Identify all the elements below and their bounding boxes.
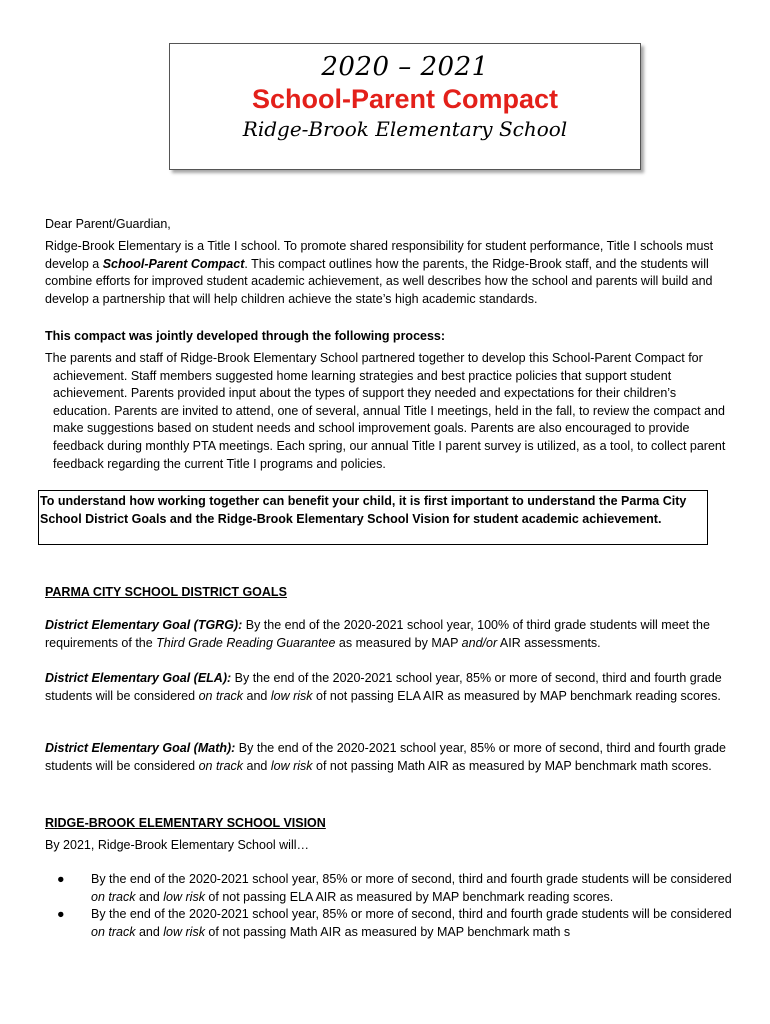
district-goals-heading: PARMA CITY SCHOOL DISTRICT GOALS [45,585,287,599]
process-paragraph: The parents and staff of Ridge-Brook Elementary School partnered together to develop this School-Parent Compact for achievement. Staff members suggested home learning strategies and best practice policies that support student achievement. Parents provided input about the types of support they needed and expectations for their children’s education. Parents are invited to attend, one of several, annual Title I meetings, held in the fall, to review the compact and make suggestions based on student needs and school improvement goals. Parents are also encouraged to provide feedback during monthly PTA meetings. Each spring, our annual Title I parent survey is utilized, as a tool, to collect parent feedback regarding the current Title I programs and policies. [45,351,726,471]
item-text: By the end of the 2020-2021 school year, 85% or more of second, third and fourth grade students will be considered [91,872,732,886]
goal-text: of not passing ELA AIR as measured by MAP benchmark reading scores. [312,688,721,703]
goal-italic: low risk [270,688,313,703]
goal-label: District Elementary Goal (TGRG): [45,618,243,632]
goal-ela [45,670,735,705]
goal-italic: and/or [461,635,498,650]
goal-italic: on track [198,758,244,773]
title-box [169,43,641,170]
title-years: 2020 – 2021 [321,52,489,82]
goal-label: District Elementary Goal (ELA): [45,671,232,685]
title-main: School-Parent Compact [251,84,559,114]
boxed-note: To understand how working together can benefit your child, it is first important to understand the Parma City School District Goals and the Ridge-Brook Elementary School Vision for student academic achievement. [38,490,708,545]
goal-text: By the end of the 2020-2021 school year, 85% or more of second, third and fourth grade students will be considered [45,671,722,703]
goal-math [45,740,735,775]
intro-text-1: Ridge-Brook Elementary is a Title I school. To promote shared responsibility for student performance, Title I schools must develop a [45,239,714,271]
goal-text: of not passing Math AIR as measured by MAP benchmark math scores. [312,758,712,773]
process-heading: This compact was jointly developed through the following process: [45,329,446,343]
item-text: of not passing ELA AIR as measured by MAP benchmark reading scores. [204,889,614,904]
item-text: of not passing Math AIR as measured by MAP benchmark math s [204,924,571,939]
intro-paragraph [45,238,735,308]
goal-text: as measured by MAP [335,635,462,650]
item-text: and [135,924,164,939]
intro-emphasis: School-Parent Compact [102,256,245,271]
item-text: and [135,889,164,904]
bullet-icon: ● [57,907,65,922]
goal-italic: low risk [270,758,313,773]
goal-text: and [243,758,271,773]
goal-text: By the end of the 2020-2021 school year, 100% of third grade students will meet the requirements of the [45,618,710,650]
list-item [45,906,735,941]
vision-heading: RIDGE-BROOK ELEMENTARY SCHOOL VISION [45,816,326,830]
list-item [45,871,735,906]
goal-label: District Elementary Goal (Math): [45,741,236,755]
item-italic: low risk [163,924,205,939]
goal-text: By the end of the 2020-2021 school year, 85% or more of second, third and fourth grade students will be considered [45,741,726,773]
goal-italic: on track [198,688,244,703]
vision-list [45,871,735,941]
goal-italic: Third Grade Reading Guarantee [156,635,336,650]
item-italic: low risk [163,889,205,904]
intro-text-2: . This compact outlines how the parents, the Ridge-Brook staff, and the students will combine efforts for improved student academic achievement, as well describes how the school and parents will build and develop a partnership that will help children achieve the state’s high academic standards. [45,256,713,306]
goal-text: AIR assessments. [497,635,601,650]
goal-text: and [243,688,271,703]
title-school: Ridge-Brook Elementary School [242,117,568,141]
item-italic: on track [91,924,136,939]
greeting: Dear Parent/Guardian, [45,217,171,231]
bullet-icon: ● [57,872,65,886]
item-text: By the end of the 2020-2021 school year, 85% or more of second, third and fourth grade students will be considered [91,907,732,922]
vision-lead: By 2021, Ridge-Brook Elementary School will… [45,838,310,852]
goal-tgrg [45,617,735,652]
item-italic: on track [91,889,136,904]
